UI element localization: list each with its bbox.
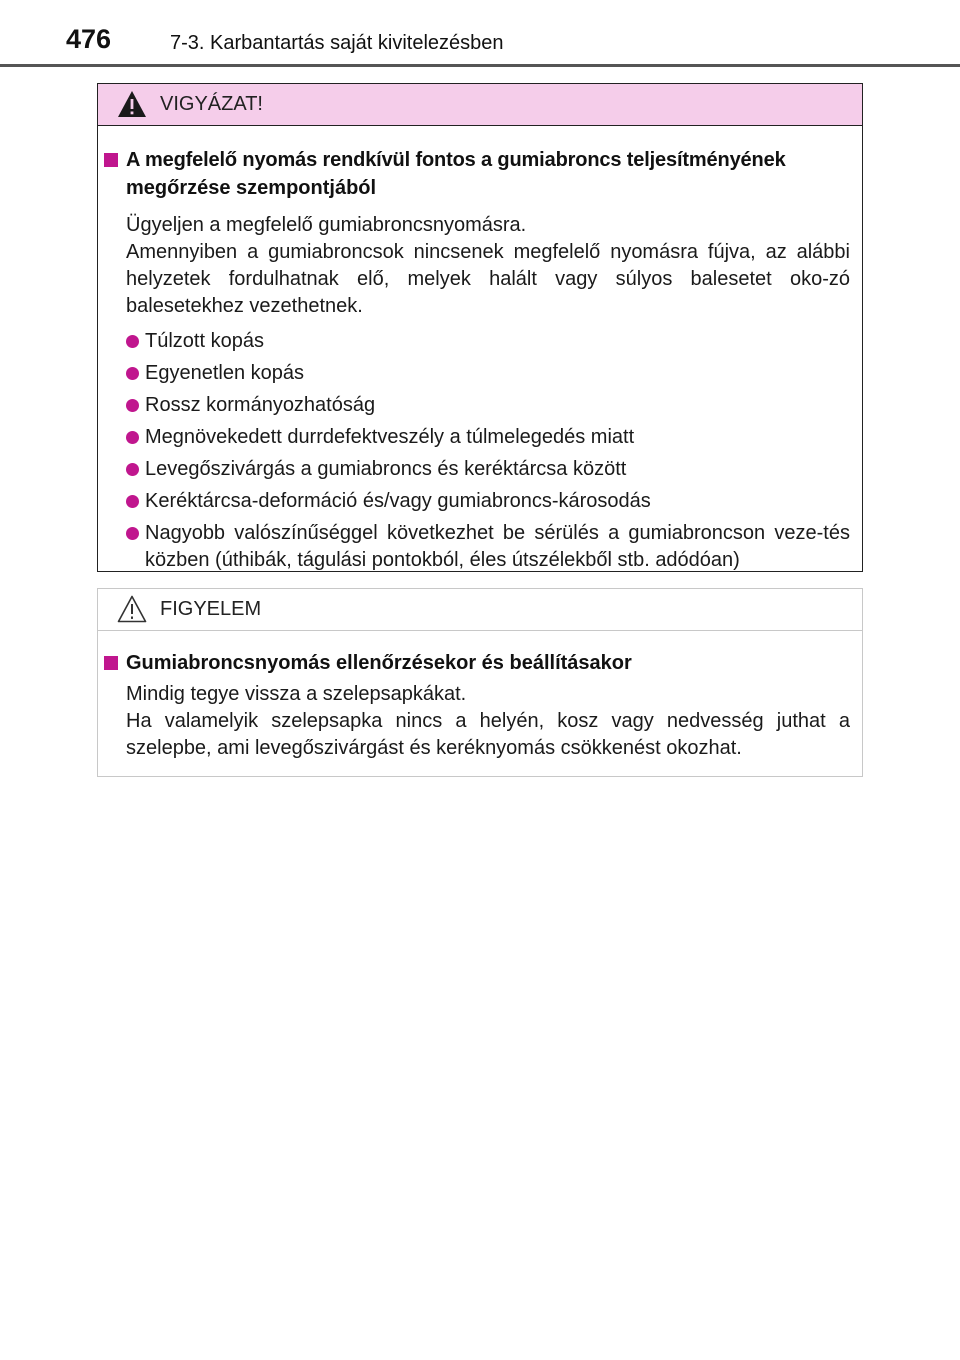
list-item: Megnövekedett durrdefektveszély a túlmelegedés miatt	[126, 424, 850, 451]
list-item: Keréktárcsa-deformáció és/vagy gumiabroncs-károsodás	[126, 488, 850, 515]
notice-paragraph-1: Mindig tegye vissza a szelepsapkákat.	[126, 683, 467, 705]
page-number: 476	[66, 24, 112, 54]
caution-box	[97, 83, 863, 572]
square-bullet-icon	[104, 153, 118, 167]
header-rule	[0, 64, 960, 67]
list-item: Egyenetlen kopás	[126, 360, 850, 387]
round-bullet-icon	[126, 495, 139, 508]
notice-header	[98, 589, 862, 631]
caution-label: VIGYÁZAT!	[160, 93, 263, 115]
round-bullet-icon	[126, 399, 139, 412]
warning-triangle-filled-icon	[116, 89, 148, 119]
notice-paragraph-2: Ha valamelyik szelepsapka nincs a helyén, kosz vagy nedvesség juthat a szelepbe, ami levegőszivárgást és keréknyomás csökkenést okozhat.	[126, 710, 850, 759]
notice-label: FIGYELEM	[160, 598, 262, 620]
notice-body	[98, 633, 862, 762]
round-bullet-icon	[126, 431, 139, 444]
caution-heading-line2: megőrzése szempontjából	[126, 177, 377, 199]
caution-header	[98, 84, 862, 126]
caution-heading	[104, 146, 850, 202]
caution-paragraph-1: Ügyeljen a megfelelő gumiabroncsnyomásra.	[126, 214, 527, 236]
round-bullet-icon	[126, 463, 139, 476]
page-header	[0, 0, 960, 70]
round-bullet-icon	[126, 367, 139, 380]
notice-heading	[104, 649, 850, 677]
caution-body	[98, 128, 862, 574]
round-bullet-icon	[126, 335, 139, 348]
square-bullet-icon	[104, 656, 118, 670]
warning-triangle-outline-icon	[116, 594, 148, 624]
caution-paragraph-2: Amennyiben a gumiabroncsok nincsenek megfelelő nyomásra fújva, az alábbi helyzetek fordulhatnak elő, melyek halált vagy súlyos balesetet oko-zó balesetekhez vezethetnek.	[126, 241, 850, 317]
caution-heading-line1: A megfelelő nyomás rendkívül fontos a gumiabroncs teljesítményének	[126, 149, 786, 171]
notice-box	[97, 588, 863, 777]
notice-heading-text: Gumiabroncsnyomás ellenőrzésekor és beállításakor	[126, 652, 632, 674]
round-bullet-icon	[126, 527, 139, 540]
caution-bullet-list	[104, 328, 850, 574]
list-item: Nagyobb valószínűséggel következhet be sérülés a gumiabroncson veze-tés közben (úthibák, tágulási pontokból, éles útszélekből stb. adódóan)	[126, 520, 850, 574]
section-title: 7-3. Karbantartás saját kivitelezésben	[170, 32, 504, 54]
list-item: Levegőszivárgás a gumiabroncs és keréktárcsa között	[126, 456, 850, 483]
list-item: Túlzott kopás	[126, 328, 850, 355]
list-item: Rossz kormányozhatóság	[126, 392, 850, 419]
